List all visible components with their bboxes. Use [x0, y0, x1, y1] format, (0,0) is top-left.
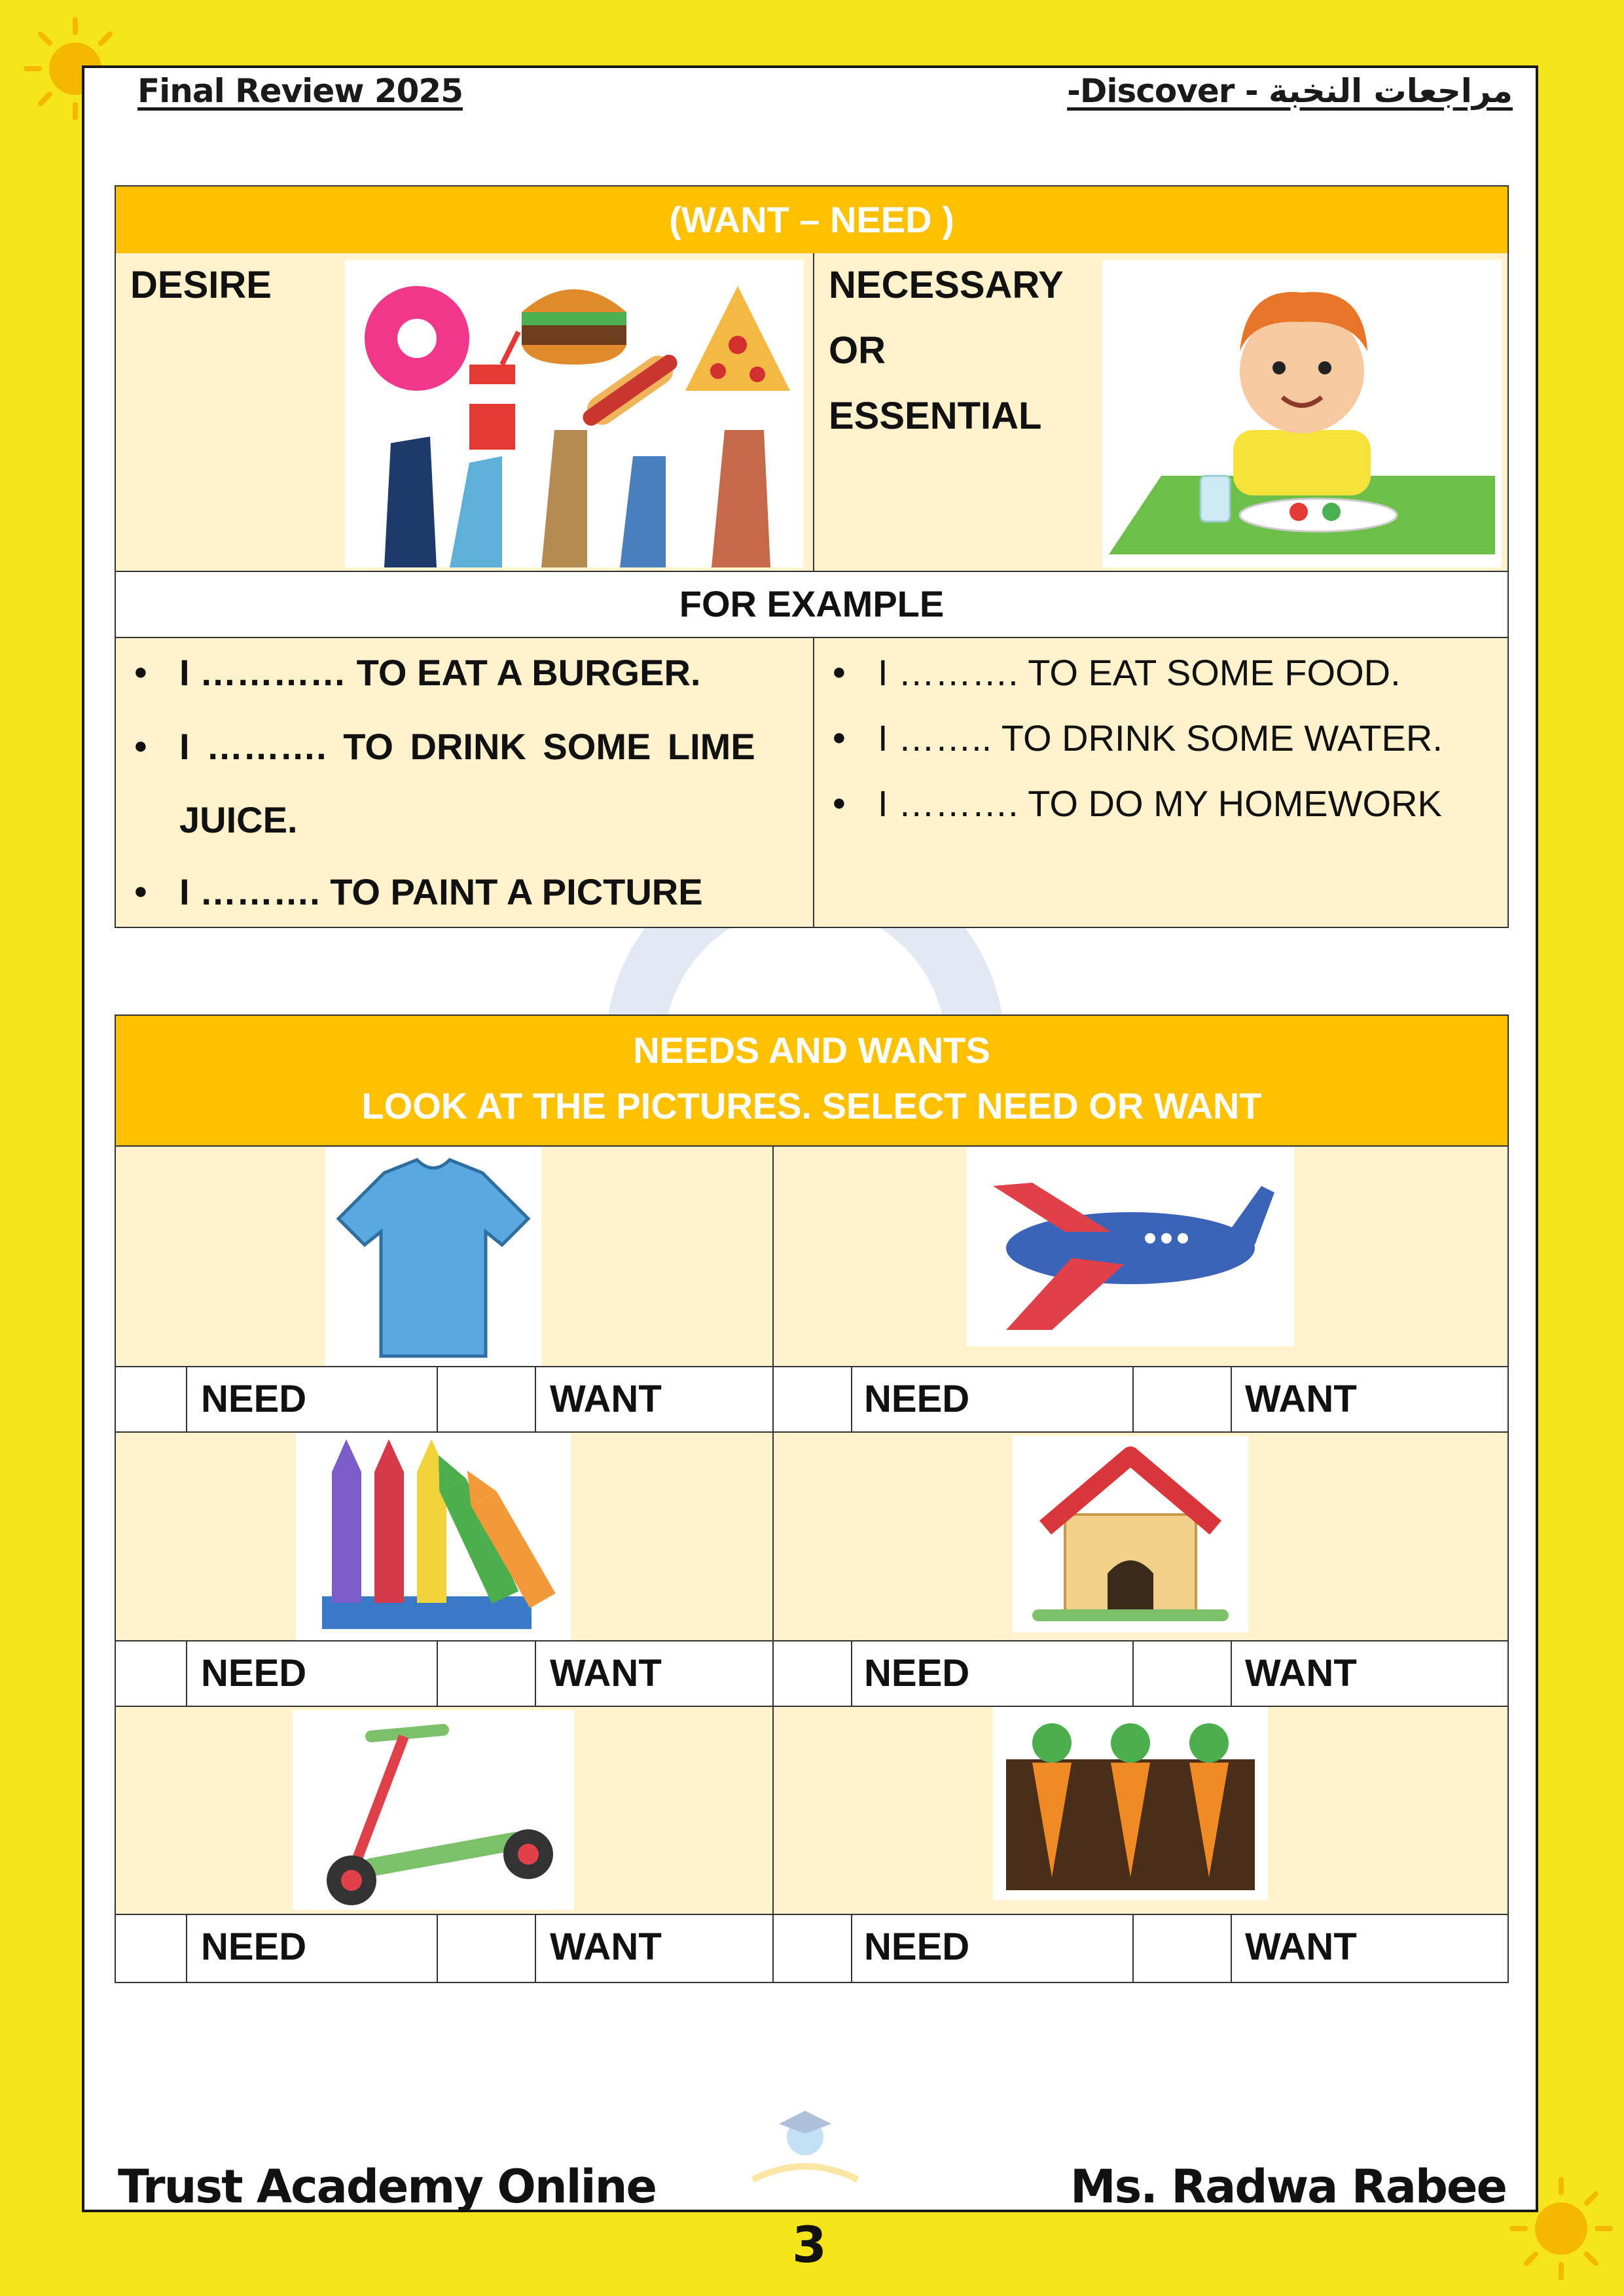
want-example-3: ● I ………. TO PAINT A PICTURE	[179, 870, 703, 913]
want-example-2-cont: JUICE.	[179, 799, 298, 840]
for-example-row	[116, 571, 1507, 638]
header-brand: -Discover - مراجعات النخبة	[1067, 72, 1513, 110]
want-option[interactable]: WANT	[550, 1378, 662, 1420]
want-examples-cell	[116, 638, 813, 927]
need-option[interactable]: NEED	[864, 1378, 970, 1420]
want-need-title: (WANT – NEED )	[116, 187, 1507, 255]
need-option[interactable]: NEED	[864, 1652, 970, 1695]
need-option[interactable]: NEED	[201, 1652, 307, 1695]
need-definition-line-1: NECESSARY	[829, 264, 1064, 306]
want-option[interactable]: WANT	[1245, 1652, 1357, 1695]
want-example-2: ● I ………. TO DRINK SOME LIME	[179, 725, 755, 768]
need-option[interactable]: NEED	[201, 1378, 307, 1420]
junk-food-hands-illustration	[345, 260, 803, 567]
for-example-title: FOR EXAMPLE	[679, 583, 945, 624]
want-need-table	[115, 185, 1509, 928]
carrots-image	[993, 1707, 1268, 1900]
needs-wants-instructions: LOOK AT THE PICTURES. SELECT NEED OR WANT	[361, 1085, 1262, 1126]
need-option[interactable]: NEED	[201, 1926, 307, 1968]
answer-row-3	[116, 1914, 1507, 1982]
picture-row-2	[116, 1433, 1507, 1640]
airplane-toy-image	[967, 1147, 1294, 1346]
need-example-1: ● I ………. TO EAT SOME FOOD.	[878, 651, 1401, 694]
need-definition-line-2: OR	[829, 329, 886, 372]
need-example-2: ● I …….. TO DRINK SOME WATER.	[878, 717, 1443, 759]
dog-house-image	[1013, 1436, 1248, 1632]
answer-row-2	[116, 1640, 1507, 1707]
picture-row-1	[116, 1147, 1507, 1366]
tshirt-image	[325, 1147, 541, 1366]
need-option[interactable]: NEED	[864, 1926, 970, 1968]
need-examples-cell	[814, 638, 1507, 927]
need-example-3: ● I ………. TO DO MY HOMEWORK	[878, 782, 1442, 825]
footer-academy: Trust Academy Online	[118, 2160, 656, 2214]
want-option[interactable]: WANT	[1245, 1926, 1357, 1968]
page-number: 3	[792, 2215, 827, 2274]
need-definition-cell	[814, 253, 1507, 571]
needs-wants-title: NEEDS AND WANTS	[633, 1030, 990, 1071]
want-definition-cell	[116, 253, 813, 571]
picture-row-3	[116, 1707, 1507, 1914]
graduate-logo-icon	[727, 2108, 884, 2206]
header-title: Final Review 2025	[137, 72, 463, 110]
needs-wants-table	[115, 1014, 1509, 1983]
footer-teacher: Ms. Radwa Rabee	[1070, 2160, 1506, 2214]
want-option[interactable]: WANT	[550, 1926, 662, 1968]
boy-eating-illustration	[1102, 260, 1502, 567]
want-example-1: ● I ………… TO EAT A BURGER.	[179, 651, 700, 694]
scooter-image	[293, 1710, 574, 1910]
needs-wants-banner	[116, 1016, 1507, 1147]
want-option[interactable]: WANT	[1245, 1378, 1357, 1420]
want-definition: DESIRE	[130, 264, 272, 306]
want-option[interactable]: WANT	[550, 1652, 662, 1695]
need-definition-line-3: ESSENTIAL	[829, 395, 1042, 437]
answer-row-1	[116, 1366, 1507, 1433]
crayons-image	[296, 1433, 571, 1640]
